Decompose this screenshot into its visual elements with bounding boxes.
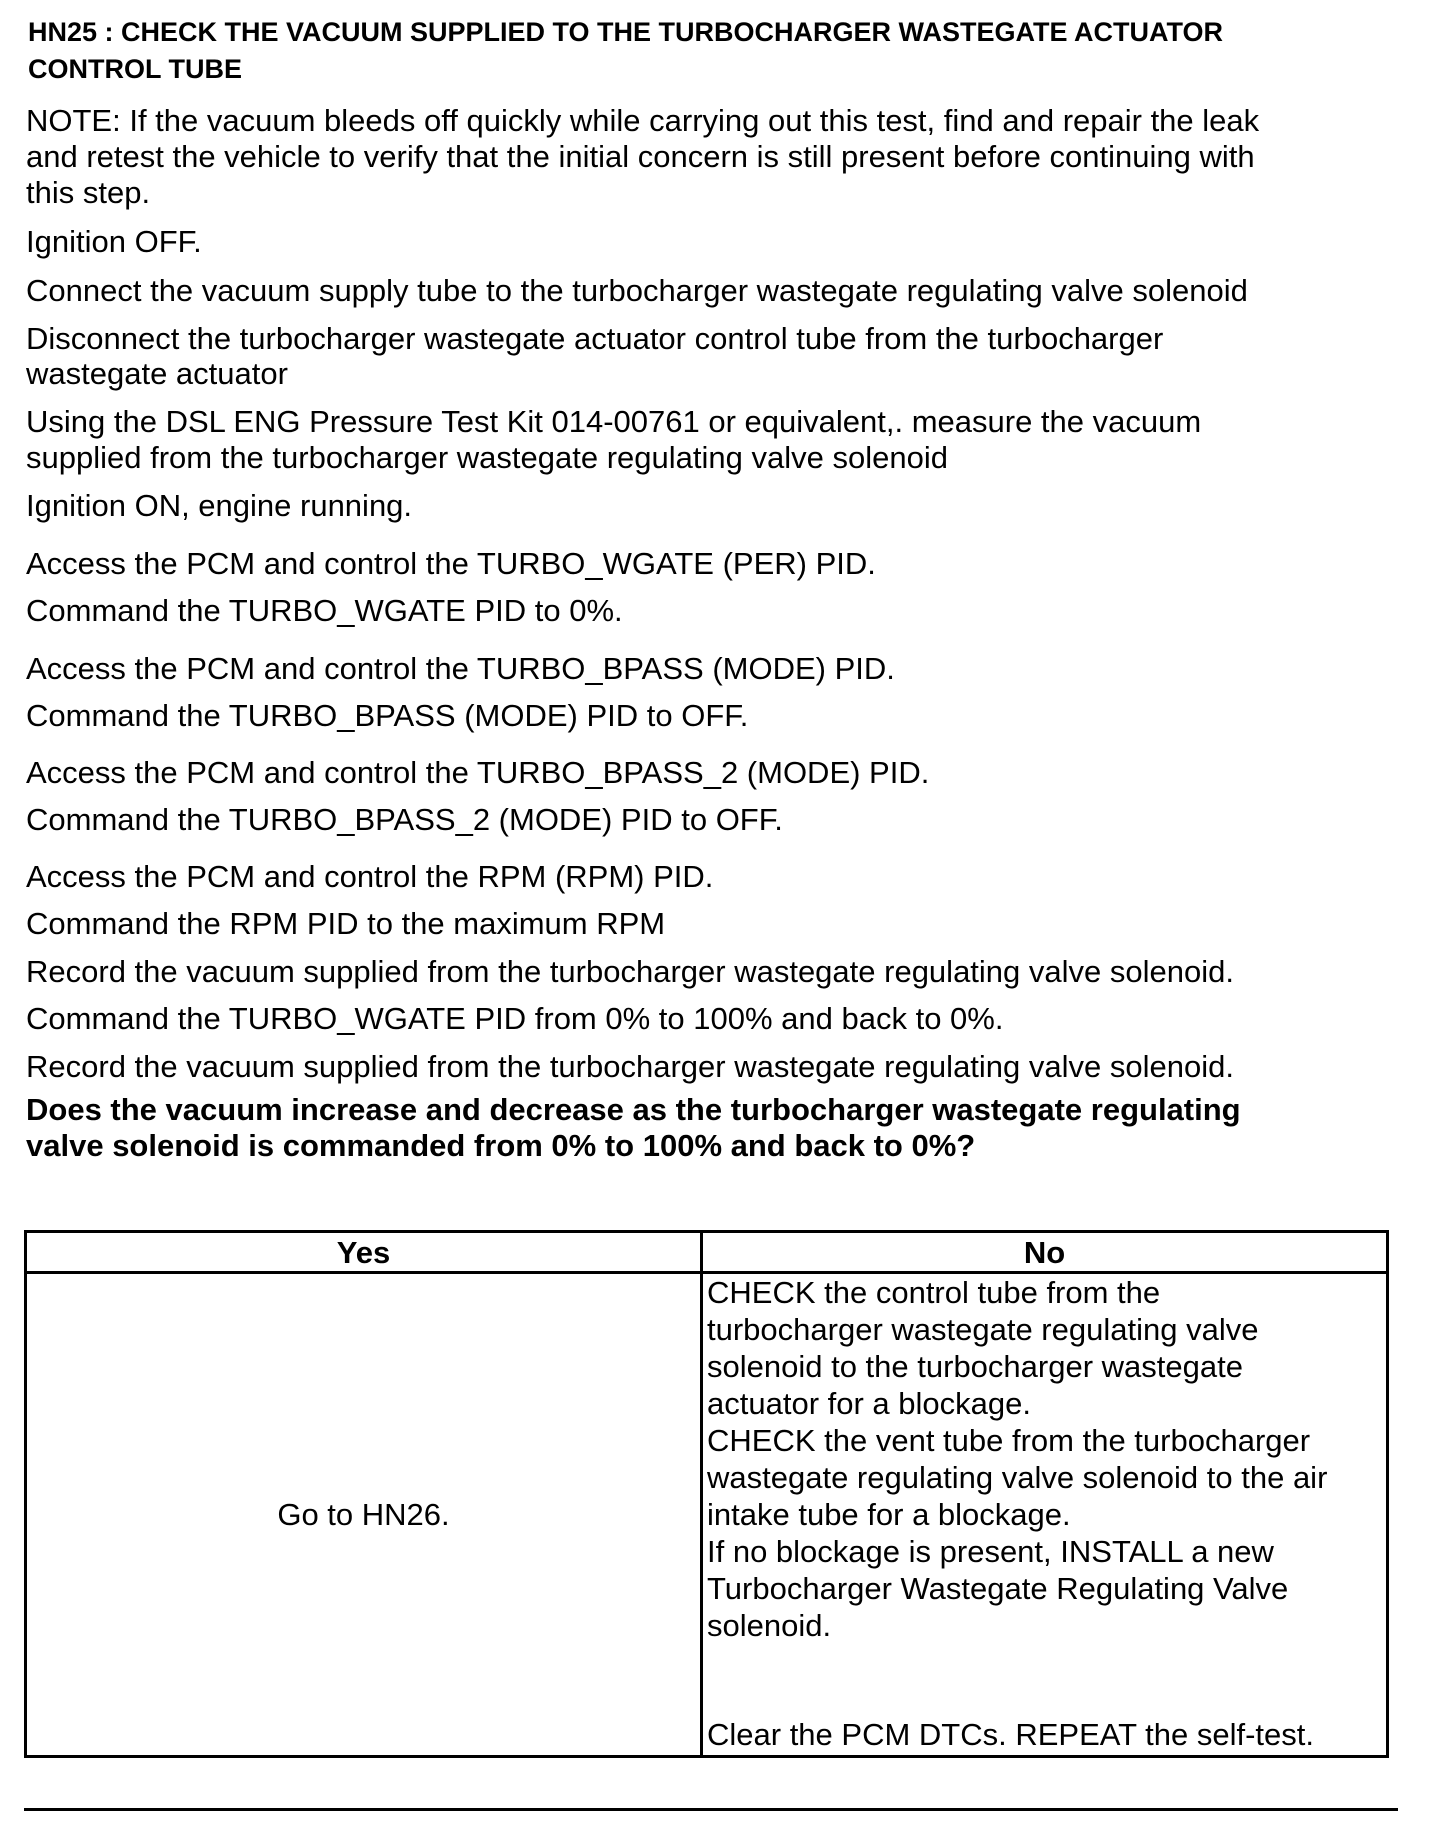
step-command-wgate-sweep: Command the TURBO_WGATE PID from 0% to 100% and back to 0%. <box>26 1001 1004 1036</box>
step-access-turbo-wgate: Access the PCM and control the TURBO_WGATE (PER) PID. <box>26 546 876 581</box>
step-record-vacuum-2: Record the vacuum supplied from the turbocharger wastegate regulating valve solenoid. <box>26 1049 1234 1084</box>
bottom-divider <box>24 1808 1398 1811</box>
no-action-line: CHECK the control tube from the <box>707 1275 1161 1310</box>
heading-line-2: CONTROL TUBE <box>28 54 242 84</box>
step-record-vacuum-1: Record the vacuum supplied from the turbocharger wastegate regulating valve solenoid. <box>26 954 1234 989</box>
step-access-rpm: Access the PCM and control the RPM (RPM) PID. <box>26 859 714 894</box>
no-action-line: Turbocharger Wastegate Regulating Valve <box>707 1571 1289 1606</box>
step-disconnect-line-2: wastegate actuator <box>26 356 288 391</box>
note-line-3: this step. <box>26 175 151 210</box>
step-connect-vacuum-supply: Connect the vacuum supply tube to the turbocharger wastegate regulating valve solenoid <box>26 273 1248 308</box>
step-access-turbo-bpass-2: Access the PCM and control the TURBO_BPASS_2 (MODE) PID. <box>26 755 930 790</box>
test-question <box>26 1092 1241 1164</box>
no-action-line: wastegate regulating valve solenoid to the air <box>707 1460 1328 1495</box>
no-action-line: actuator for a blockage. <box>707 1386 1031 1421</box>
heading-line-1: HN25 : CHECK THE VACUUM SUPPLIED TO THE TURBOCHARGER WASTEGATE ACTUATOR <box>28 17 1224 47</box>
no-action-line: solenoid to the turbocharger wastegate <box>707 1349 1243 1384</box>
step-command-turbo-wgate: Command the TURBO_WGATE PID to 0%. <box>26 593 623 628</box>
step-access-turbo-bpass: Access the PCM and control the TURBO_BPASS (MODE) PID. <box>26 651 895 686</box>
table-header-row <box>26 1232 1388 1273</box>
no-action-line: solenoid. <box>707 1608 832 1643</box>
step-command-turbo-bpass: Command the TURBO_BPASS (MODE) PID to OFF. <box>26 698 749 733</box>
no-action-line: turbocharger wastegate regulating valve <box>707 1312 1259 1347</box>
step-ignition-on: Ignition ON, engine running. <box>26 488 413 523</box>
no-header: No <box>702 1232 1388 1273</box>
yes-action-cell: Go to HN26. <box>26 1273 702 1757</box>
step-heading <box>28 14 1408 88</box>
yes-header: Yes <box>26 1232 702 1273</box>
question-line-2: valve solenoid is commanded from 0% to 100% and back to 0%? <box>26 1128 976 1163</box>
step-disconnect-line-1: Disconnect the turbocharger wastegate actuator control tube from the turbocharger <box>26 321 1164 356</box>
no-action-line: CHECK the vent tube from the turbocharger <box>707 1423 1311 1458</box>
step-command-turbo-bpass-2: Command the TURBO_BPASS_2 (MODE) PID to OFF. <box>26 802 783 837</box>
no-action-cell <box>702 1273 1388 1757</box>
step-ignition-off: Ignition OFF. <box>26 224 202 259</box>
question-line-1: Does the vacuum increase and decrease as the turbocharger wastegate regulating <box>26 1092 1241 1127</box>
result-table <box>24 1230 1389 1758</box>
no-action-line: intake tube for a blockage. <box>707 1497 1071 1532</box>
step-command-rpm: Command the RPM PID to the maximum RPM <box>26 906 666 941</box>
note-line-1: NOTE: If the vacuum bleeds off quickly while carrying out this test, find and repair the leak <box>26 103 1260 138</box>
step-measure-line-2: supplied from the turbocharger wastegate regulating valve solenoid <box>26 440 948 475</box>
no-action-final-line: Clear the PCM DTCs. REPEAT the self-test. <box>707 1717 1314 1752</box>
table-row <box>26 1273 1388 1757</box>
note-line-2: and retest the vehicle to verify that the initial concern is still present before continuing with <box>26 139 1255 174</box>
no-action-line: If no blockage is present, INSTALL a new <box>707 1534 1274 1569</box>
step-measure-line-1: Using the DSL ENG Pressure Test Kit 014-00761 or equivalent,. measure the vacuum <box>26 404 1202 439</box>
